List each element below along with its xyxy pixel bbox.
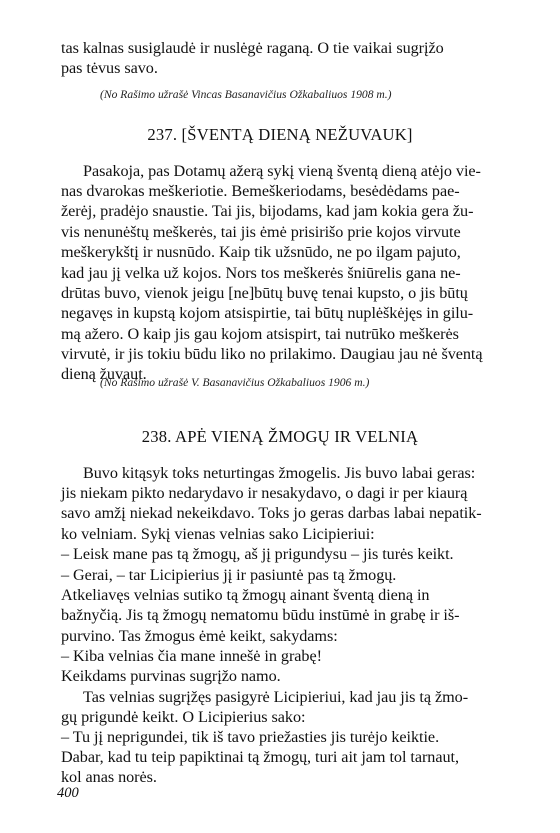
- story-237-line: virvutė, ir jis tokiu būdu liko no prilakimo. Daugiau jau nė šventą: [61, 345, 483, 363]
- story-238-line: kol anas norės.: [61, 768, 157, 786]
- story-237-line: dieną žuvaut.: [61, 365, 147, 383]
- story-238-line: savo amžį niekad nekeikdavo. Toks jo geras darbas labai nepatik-: [61, 504, 482, 522]
- story-237-line: Pasakoja, pas Dotamų ažerą sykį vieną šventą dieną atėjo vie-: [83, 162, 481, 180]
- story-238-line: gų prigundė keikt. O Licipierius sako:: [61, 708, 306, 726]
- story-237-line: meškerykštį ir nusnūdo. Kaip tik užsnūdo, ne po ilgam pajuto,: [61, 243, 461, 261]
- intro-source: (No Rašimo užrašė Vincas Basanavičius Ožkabaliuos 1908 m.): [100, 88, 392, 101]
- story-238-line: purvino. Tas žmogus ėmė keikt, sakydams:: [61, 627, 338, 645]
- story-237-line: nas dvarokas meškeriotie. Bemeškeriodams, besėdėdams pae-: [61, 182, 460, 200]
- story-237-line: žerėj, pradėjo snaustie. Tai jis, bijodams, kad jam kokia gera žu-: [61, 202, 474, 220]
- story-238-line: Atkeliavęs velnias sutiko tą žmogų ainant šventą dieną in: [61, 586, 430, 604]
- story-237-title: 237. [ŠVENTĄ DIENĄ NEŽUVAUK]: [147, 125, 413, 144]
- story-238-line: jis niekam pikto nedarydavo ir nesakydavo, o dagi ir per kiaurą: [61, 484, 468, 502]
- story-238-line: – Leisk mane pas tą žmogų, aš jį prigundysu – jis turės keikt.: [61, 545, 454, 563]
- story-237-line: vis nenunėštų meškerės, tai jis ėmė prisirišo prie kojos virvute: [61, 223, 461, 241]
- story-238-line: bažnyčią. Jis tą žmogų nematomu būdu instūmė in grabę ir iš-: [61, 606, 460, 624]
- story-238-line: ko velniam. Sykį vienas velnias sako Licipieriui:: [61, 525, 375, 543]
- story-238-line: – Gerai, – tar Licipierius jį ir pasiuntė pas tą žmogų.: [61, 566, 397, 584]
- story-237-line: negavęs in kupstą kojom atsispirtie, tai būtų nuplėškėjęs in gilu-: [61, 304, 474, 322]
- story-238-line: Dabar, kad tu teip papiktinai tą žmogų, turi ait jam tol tarnaut,: [61, 748, 459, 766]
- story-238-line: Tas velnias sugrįžęs pasigyrė Licipieriui, kad jau jis tą žmo-: [83, 688, 469, 706]
- story-237-line: drūtas buvo, vienok jeigu [ne]būtų buvę tenai kupsto, o jis būtų: [61, 284, 468, 302]
- story-238-line: – Kiba velnias čia mane innešė in grabę!: [61, 647, 322, 665]
- story-238-line: Keikdams purvinas sugrįžo namo.: [61, 667, 281, 685]
- intro-line-1: tas kalnas susiglaudė ir nuslėgė raganą. O tie vaikai sugrįžo: [61, 39, 444, 57]
- story-237-source: (No Rašimo užrašė V. Basanavičius Ožkabaliuos 1906 m.): [100, 376, 370, 389]
- story-238-line: Buvo kitąsyk toks neturtingas žmogelis. Jis buvo labai geras:: [83, 464, 476, 482]
- story-237-line: mą ažero. O kaip jis gau kojom atsispirt, tai nutrūko meškerės: [61, 325, 459, 343]
- intro-line-2: pas tėvus savo.: [61, 59, 158, 77]
- story-238-title: 238. APĖ VIENĄ ŽMOGŲ IR VELNIĄ: [141, 427, 419, 446]
- story-237-line: kad jau jį velka už kojos. Nors tos meškerės šniūrelis gana ne-: [61, 264, 461, 282]
- page-number: 400: [57, 785, 79, 801]
- story-238-line: – Tu jį neprigundei, tik iš tavo priežasties jis turėjo keiktie.: [61, 728, 440, 746]
